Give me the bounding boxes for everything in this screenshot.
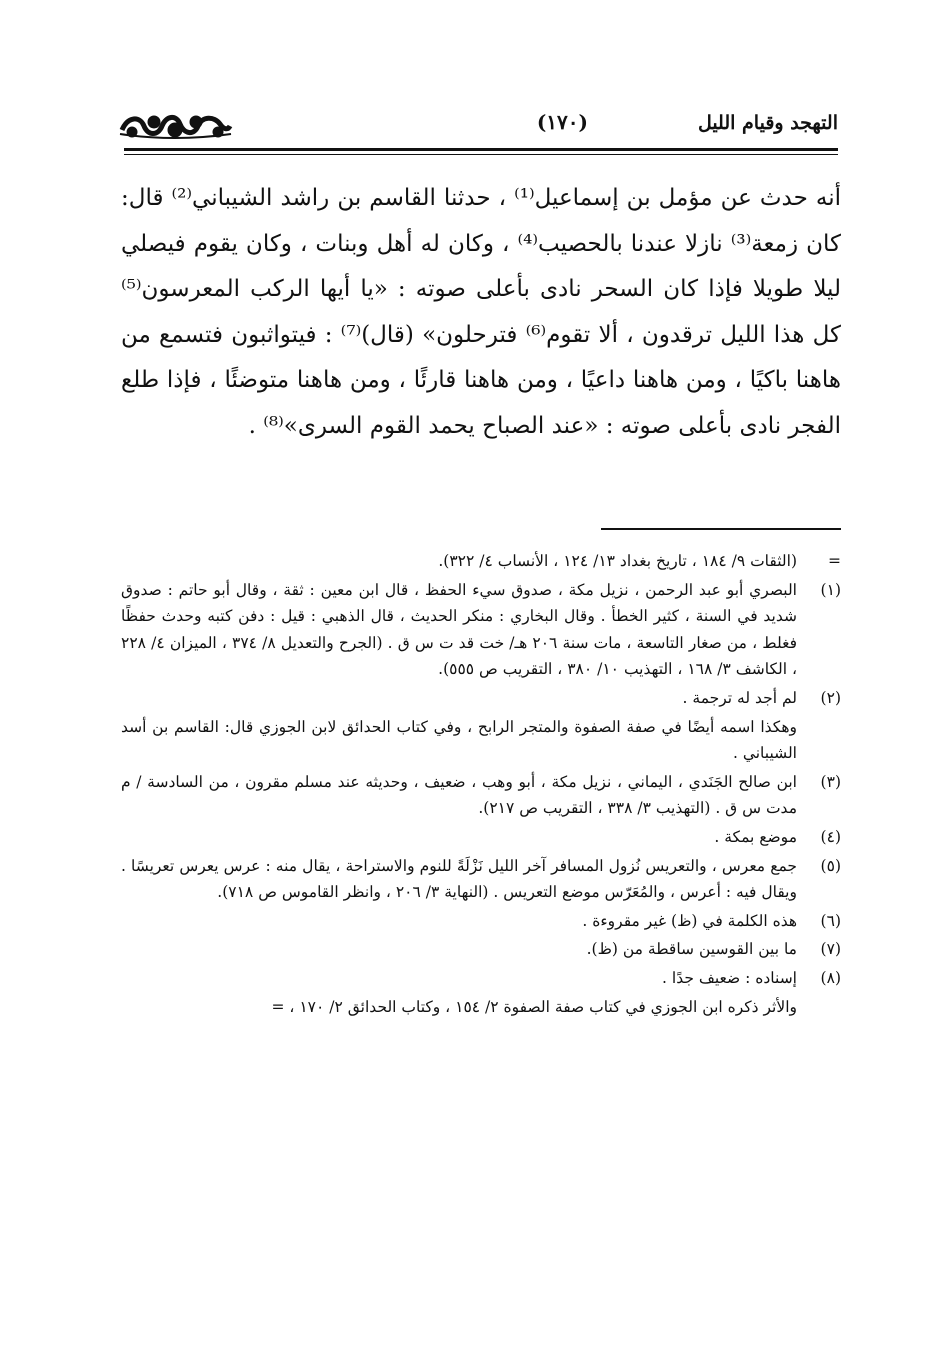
main-text <box>121 176 841 450</box>
running-title: التهجد وقيام الليل <box>697 112 838 134</box>
footnote-1 <box>121 577 841 683</box>
footnote-marker: (٦) <box>820 911 841 930</box>
footnote-text: إسناده : ضعيف جدًا . <box>662 968 797 987</box>
footnote-text: (الثقات ٩/ ١٨٤ ، تاريخ بغداد ١٣/ ١٢٤ ، الأنساب ٤/ ٣٢٢). <box>438 552 797 570</box>
footnote-3 <box>121 769 841 822</box>
footnote-7 <box>121 936 841 963</box>
footnote-marker: = <box>828 552 841 570</box>
footnote-text: ابن صالح الجَنَدي ، اليماني ، نزيل مكة ، أبو وهب ، ضعيف ، وحديثه عند مسلم مقرون ، من السادسة / م مدت س ق . (التهذيب ٣/ ٣٣٨ ، التقريب ص ٢١٧). <box>121 772 797 818</box>
body-paragraph: أنه حدث عن مؤمل بن إسماعيل⁽¹⁾ ، حدثنا القاسم بن راشد الشيباني⁽²⁾ قال: كان زمعة⁽³⁾ نازلا عندنا بالحصيب⁽⁴⁾ ، وكان له أهل وبنات ، وكان يقوم فيصلي ليلا طويلا فإذا كان السحر نادى بأعلى صوته : «يا أيها الركب المعرسون⁽⁵⁾ كل هذا الليل ترقدون ، ألا تقوم⁽⁶⁾ فترحلون» (قال)⁽⁷⁾ : فيتواثبون فتسمع من هاهنا باكيًا ، ومن هاهنا داعيًا ، ومن هاهنا قارئًا ، ومن هاهنا متوضئًا ، فإذا طلع الفجر نادى بأعلى صوته : «عند الصباح يحمد القوم السرى»⁽⁸⁾ . <box>121 185 841 439</box>
footnote-2-continuation <box>121 714 841 767</box>
footnote-text: موضع بمكة . <box>714 827 797 846</box>
footnote-text: جمع معرس ، والتعريس نُزول المسافر آخر الليل نَزْلَةً للنوم والاستراحة ، يقال منه : عرس يعرس تعريسًا . ويقال فيه : أعرس ، والمُعَرّس موضع التعريس . (النهاية ٣/ ٢٠٦ ، وانظر القاموس ص ٧١٨). <box>121 856 797 902</box>
footnote-marker: (٨) <box>820 968 841 987</box>
footnote-marker: (٣) <box>820 772 841 791</box>
footnote-8 <box>121 965 841 992</box>
footnote-text: وهكذا اسمه أيضًا في صفة الصفوة والمتجر الرابح ، وفي كتاب الحدائق لابن الجوزي قال: القاسم بن أسد الشيباني . <box>121 717 797 763</box>
footnotes <box>121 548 841 1022</box>
footnote-5 <box>121 853 841 906</box>
footnote-marker: (١) <box>820 580 841 599</box>
decorative-ornament-icon <box>118 108 233 144</box>
header-rule-thick <box>124 148 838 151</box>
footnote-6 <box>121 908 841 935</box>
footnote-marker: (٤) <box>820 827 841 846</box>
footnote-marker: (٥) <box>820 856 841 875</box>
footnote-2 <box>121 685 841 712</box>
footnote-separator <box>601 528 841 530</box>
footnote-4 <box>121 824 841 851</box>
footnote-8-continuation <box>121 994 841 1021</box>
footnote-text: والأثر ذكره ابن الجوزي في كتاب صفة الصفوة ٢/ ١٥٤ ، وكتاب الحدائق ٢/ ١٧٠ ، = <box>271 997 797 1016</box>
footnote-text: ما بين القوسين ساقطة من (ظ). <box>586 940 797 959</box>
footnote-marker: (٧) <box>820 940 841 959</box>
page-number: (١٧٠) <box>536 110 588 134</box>
header-rule-thin <box>124 154 838 155</box>
footnote-text: لم أجد له ترجمة . <box>682 688 797 707</box>
footnote-marker: (٢) <box>820 688 841 707</box>
footnote-continued <box>121 548 841 575</box>
footnote-text: هذه الكلمة في (ظ) غير مقروءة . <box>582 911 797 930</box>
page-header <box>118 108 838 144</box>
footnote-text: البصري أبو عبد الرحمن ، نزيل مكة ، صدوق سيء الحفظ ، قال ابن معين : ثقة ، وقال أبو حاتم : صدوق شديد في السنة ، كثير الخطأ . وقال البخاري : منكر الحديث ، قال الذهبي : قيل : دفن كتبه وحدث حفظًا فغلط ، من صغار التاسعة ، مات سنة ٢٠٦ هـ/ خت قد ت س ق . (الجرح والتعديل ٨/ ٣٧٤ ، الميزان ٤/ ٢٢٨ ، الكاشف ٣/ ١٦٨ ، التهذيب ١٠/ ٣٨٠ ، التقريب ص ٥٥٥). <box>121 580 797 679</box>
